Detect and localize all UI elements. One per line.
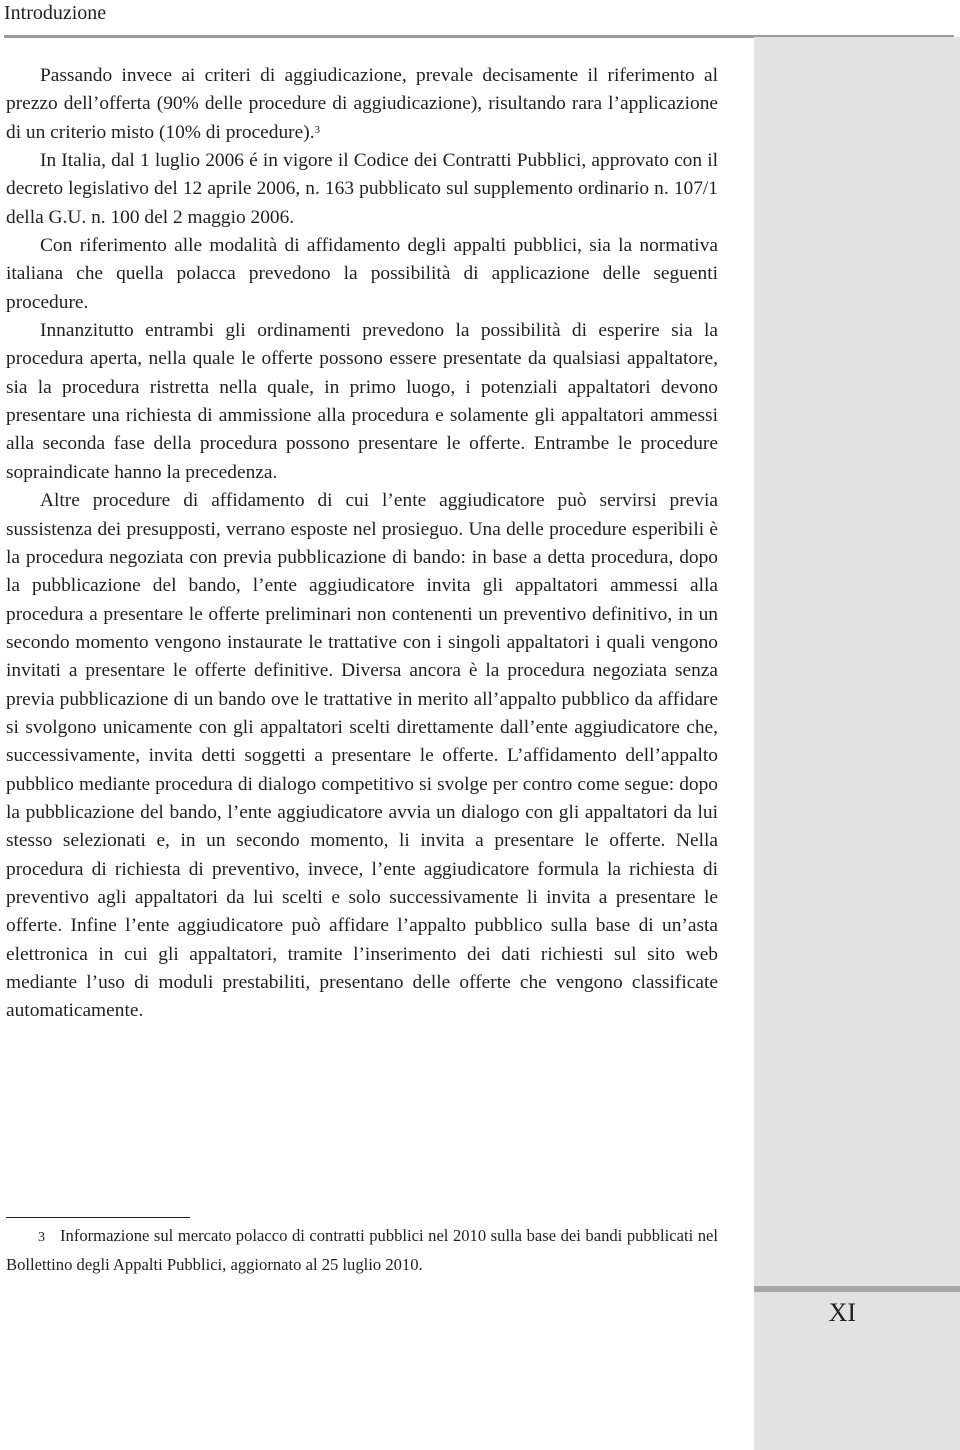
footnote-number: 3	[38, 1230, 45, 1245]
footnote	[6, 1222, 718, 1278]
page-number: XI	[828, 1298, 856, 1327]
margin-band	[754, 37, 960, 1450]
paragraph-text: Passando invece ai criteri di aggiudicazione, prevale decisamente il riferimento al prezzo dell’offerta (90% delle procedure di aggiudicazione), risultando rara l’applicazione di un criterio misto (10% di procedure).	[6, 65, 718, 143]
paragraph: Altre procedure di affidamento di cui l’ente aggiudicatore può servirsi previa sussistenza dei presupposti, verrano esposte nel prosieguo. Una delle procedure esperibili è la procedura negoziata con previa pubblicazione di bando: in base a detta procedura, dopo la pubblicazione del bando, l’ente aggiudicatore invita gli appaltatori ammessi alla procedura a presentare le offerte preliminari non contenenti un preventivo definitivo, in un secondo momento vengono instaurate le trattative con i singoli appaltatori i quali vengono invitati a presentare le offerte definitive. Diversa ancora è la procedura negoziata senza previa pubblicazione di un bando ove le trattative in merito all’appalto pubblico da affidare si svolgono unicamente con gli appaltatori scelti direttamente dall’ente aggiudicatore che, successivamente, invita detti soggetti a presentare le offerte. L’affidamento dell’appalto pubblico mediante procedura di dialogo competitivo si svolge per contro come segue: dopo la pubblicazione del bando, l’ente aggiudicatore avvia un dialogo con gli appaltatori da lui stesso selezionati e, in un secondo momento, li invita a presentare le offerte. Nella procedura di richiesta di preventivo, invece, l’ente aggiudicatore formula la richiesta di preventivo agli appaltatori da lui scelti e solo successivamente li invita a presentare le offerte. Infine l’ente aggiudicatore può affidare l’appalto pubblico sulla base di un’asta elettronica in cui gli appaltatori, tramite l’inserimento dei dati richiesti sul sito web mediante l’uso di moduli prestabiliti, presentano delle offerte che vengono classificate automaticamente.	[6, 490, 718, 1022]
page-number-divider	[754, 1286, 960, 1292]
running-header: Introduzione	[4, 2, 107, 24]
footnote-divider	[6, 1217, 190, 1218]
footnote-text: Informazione sul mercato polacco di contratti pubblici nel 2010 sulla base dei bandi pubblicati nel Bollettino degli Appalti Pubblici, aggiornato al 25 luglio 2010.	[6, 1226, 718, 1274]
paragraph: Innanzitutto entrambi gli ordinamenti prevedono la possibilità di esperire sia la procedura aperta, nella quale le offerte possono essere presentate da qualsiasi appaltatore, sia la procedura ristretta nella quale, in primo luogo, i potenziali appaltatori devono presentare una richiesta di ammissione alla procedura e solamente gli appaltatori ammessi alla seconda fase della procedura possono presentare le offerte. Entrambe le procedure sopraindicate hanno la precedenza.	[6, 320, 718, 483]
body-text	[6, 62, 718, 1026]
paragraph: In Italia, dal 1 luglio 2006 é in vigore il Codice dei Contratti Pubblici, approvato con il decreto legislativo del 12 aprile 2006, n. 163 pubblicato sul supplemento ordinario n. 107/1 della G.U. n. 100 del 2 maggio 2006.	[6, 150, 718, 228]
footnote-reference: 3	[314, 123, 321, 136]
paragraph: Con riferimento alle modalità di affidamento degli appalti pubblici, sia la normativa italiana che quella polacca prevedono la possibilità di applicazione delle seguenti procedure.	[6, 235, 718, 313]
paragraph	[6, 62, 718, 147]
